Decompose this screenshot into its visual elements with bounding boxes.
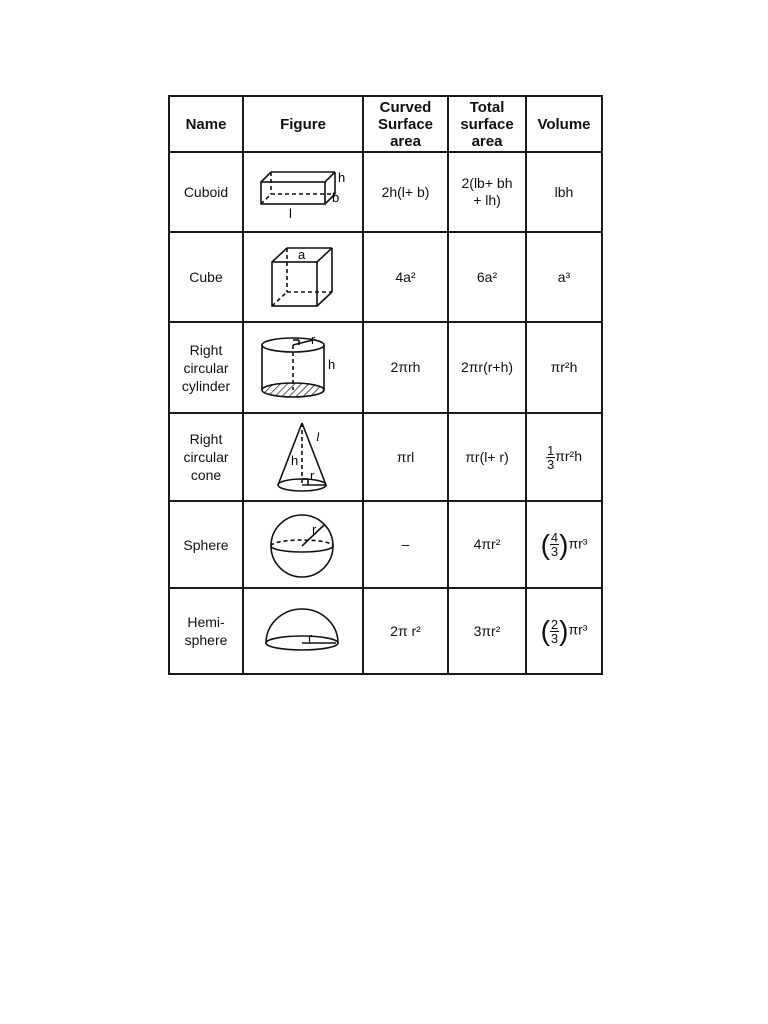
label-h: h xyxy=(291,453,299,468)
cell-figure xyxy=(243,322,363,413)
cell-volume: lbh xyxy=(526,152,602,232)
cell-volume: $\frac{1}{3}$ πr²h xyxy=(526,413,602,501)
cone-icon xyxy=(258,419,348,495)
cell-csa: 2πrh xyxy=(363,322,448,413)
cell-figure xyxy=(243,588,363,674)
header-total-surface-area: Total surface area xyxy=(448,96,526,152)
cell-tsa: πr(l+ r) xyxy=(448,413,526,501)
cell-volume: πr²h xyxy=(526,322,602,413)
cell-figure xyxy=(243,152,363,232)
label-h: h xyxy=(338,170,346,185)
header-name: Name xyxy=(169,96,243,152)
label-r: r xyxy=(308,630,313,645)
cell-csa: 4a² xyxy=(363,232,448,322)
cell-volume: ( $\frac{2}{3}$ )πr³ xyxy=(526,588,602,674)
cell-figure xyxy=(243,232,363,322)
label-r: r xyxy=(311,332,316,347)
cell-figure xyxy=(243,501,363,588)
cube-icon xyxy=(258,242,348,312)
cell-name: Right circular cylinder xyxy=(169,322,243,413)
header-row xyxy=(169,96,602,152)
cell-tsa: 2(lb+ bh + lh) xyxy=(448,152,526,232)
label-r: r xyxy=(310,468,315,483)
volume-fraction: $\frac{2}{3}$ xyxy=(550,616,559,646)
cell-volume: ( $\frac{4}{3}$ )πr³ xyxy=(526,501,602,588)
hemisphere-icon xyxy=(258,601,348,661)
table-row-cube xyxy=(169,232,602,322)
cell-name: Sphere xyxy=(169,501,243,588)
table-row-hemisphere xyxy=(169,588,602,674)
table-row-cylinder xyxy=(169,322,602,413)
cell-tsa: 2πr(r+h) xyxy=(448,322,526,413)
cell-csa: 2h(l+ b) xyxy=(363,152,448,232)
solids-formula-table xyxy=(168,95,603,675)
cell-tsa: 4πr² xyxy=(448,501,526,588)
cylinder-icon xyxy=(253,333,353,403)
label-a: a xyxy=(298,247,306,262)
label-r: r xyxy=(312,521,317,537)
cell-figure xyxy=(243,413,363,501)
cuboid-icon xyxy=(253,162,353,222)
cell-name: Cuboid xyxy=(169,152,243,232)
volume-fraction: $\frac{4}{3}$ xyxy=(550,530,559,559)
cell-name: Right circular cone xyxy=(169,413,243,501)
label-h: h xyxy=(328,356,336,372)
cell-csa: πrl xyxy=(363,413,448,501)
table-row-sphere xyxy=(169,501,602,588)
cell-name: Hemi- sphere xyxy=(169,588,243,674)
header-curved-surface-area: Curved Surface area xyxy=(363,96,448,152)
header-figure: Figure xyxy=(243,96,363,152)
cell-name: Cube xyxy=(169,232,243,322)
cell-csa: – xyxy=(363,501,448,588)
cell-csa: 2π r² xyxy=(363,588,448,674)
cell-tsa: 3πr² xyxy=(448,588,526,674)
label-l: l xyxy=(316,429,320,444)
header-volume: Volume xyxy=(526,96,602,152)
cell-volume: a³ xyxy=(526,232,602,322)
volume-fraction: $\frac{1}{3}$ xyxy=(546,442,555,472)
cell-tsa: 6a² xyxy=(448,232,526,322)
label-l: l xyxy=(289,206,292,221)
table-row-cone xyxy=(169,413,602,501)
sphere-icon xyxy=(258,510,348,580)
table-row-cuboid xyxy=(169,152,602,232)
label-b: b xyxy=(332,190,340,205)
solids-formula-table-wrapper xyxy=(168,95,601,675)
